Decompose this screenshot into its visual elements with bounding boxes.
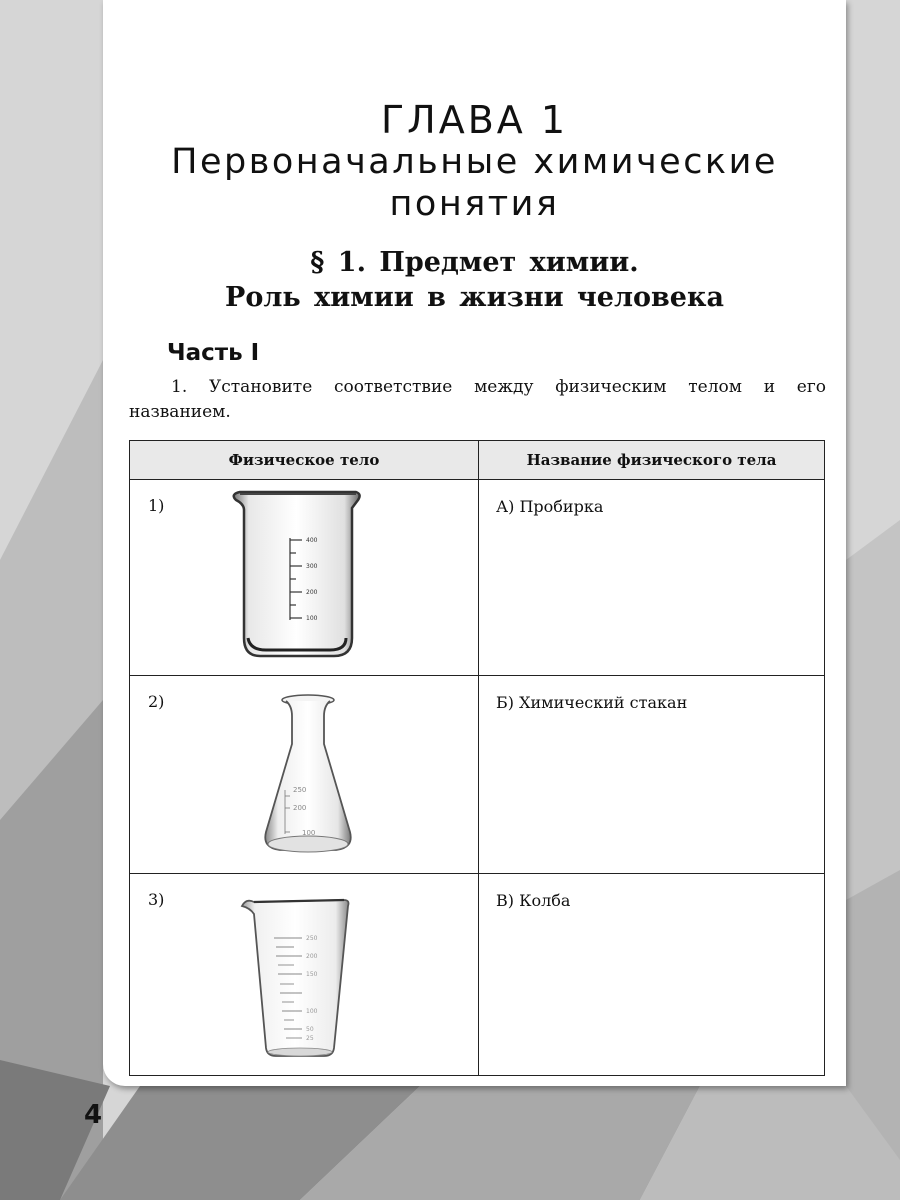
- row-number: 3): [148, 890, 165, 909]
- graduated-cylinder-icon: [236, 892, 356, 1060]
- table-header-row: [130, 441, 825, 480]
- answer-option: Б) Химический стакан: [496, 693, 688, 712]
- scale-label: 150: [306, 971, 318, 978]
- row-number: 1): [148, 496, 165, 515]
- header-physical-body: Физическое тело: [130, 441, 479, 480]
- part-title: Часть I: [167, 340, 260, 366]
- chapter-title-line-1: Первоначальные химические: [171, 142, 778, 182]
- answer-cell: [479, 676, 825, 874]
- scale-label: 100: [302, 829, 316, 837]
- answer-cell: [479, 874, 825, 1076]
- table-row: [130, 676, 825, 874]
- table-row: [130, 874, 825, 1076]
- scale-label: 300: [306, 563, 318, 570]
- chapter-title-line-2: понятия: [389, 184, 560, 224]
- scale-label: 250: [293, 786, 307, 794]
- matching-table: [129, 440, 825, 1076]
- scale-label: 100: [306, 615, 318, 622]
- answer-option: А) Пробирка: [496, 497, 604, 516]
- page-number: 4: [84, 1100, 103, 1130]
- header-body-name: Название физического тела: [479, 441, 825, 480]
- body-cell: [130, 676, 479, 874]
- scale-label: 200: [306, 953, 318, 960]
- answer-option: В) Колба: [496, 891, 571, 910]
- scale-label: 400: [306, 537, 318, 544]
- table-row: [130, 480, 825, 676]
- scale-label: 50: [306, 1026, 314, 1033]
- answer-cell: [479, 480, 825, 676]
- task-text: 1. Установите соответствие между физическим телом и его названием.: [129, 377, 826, 422]
- body-cell: [130, 874, 479, 1076]
- textbook-page: [103, 0, 846, 1086]
- beaker-icon: [226, 488, 364, 664]
- chapter-label: ГЛАВА 1: [380, 98, 569, 142]
- row-number: 2): [148, 692, 165, 711]
- scale-label: 250: [306, 935, 318, 942]
- scale-label: 100: [306, 1008, 318, 1015]
- paragraph-title-line-1: § 1. Предмет химии.: [310, 247, 639, 278]
- body-cell: [130, 480, 479, 676]
- paragraph-title-line-2: Роль химии в жизни человека: [225, 282, 724, 313]
- scale-label: 25: [306, 1035, 314, 1042]
- erlenmeyer-flask-icon: [258, 692, 358, 860]
- scale-label: 200: [293, 804, 307, 812]
- scale-label: 200: [306, 589, 318, 596]
